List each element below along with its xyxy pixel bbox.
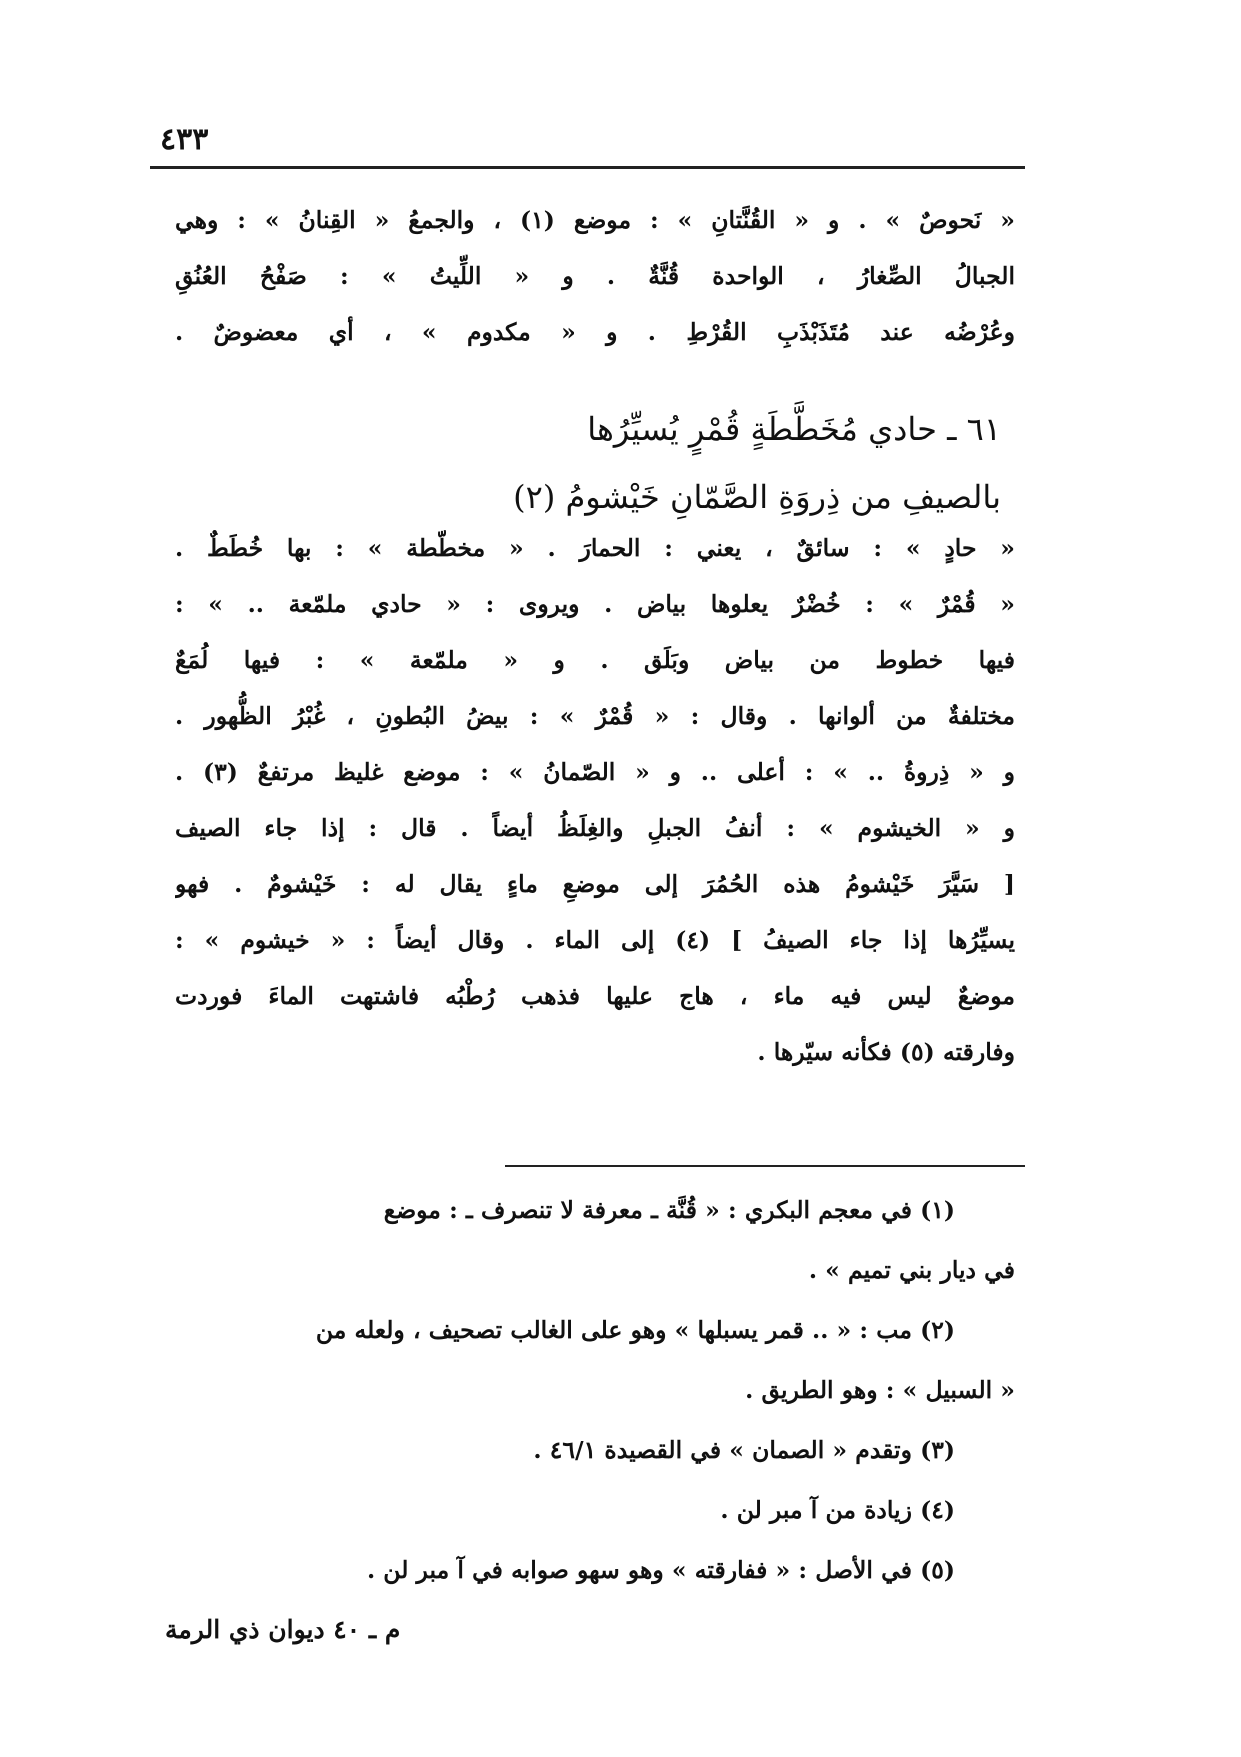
text-line: موضعٌ ليس فيه ماء ، هاج عليها فذهب رُطْبُه فاشتهت الماءَ فوردت bbox=[175, 982, 1015, 1010]
text-line: و « الخيشوم » : أنفُ الجبلِ والغِلَظُ أيضاً . قال : إذا جاء الصيف bbox=[175, 814, 1015, 842]
footnote-1: (١) في معجم البكري : « قُنَّة ـ معرفة لا تنصرف ـ : موضع bbox=[383, 1196, 955, 1224]
text-line: وفارقته (٥) فكأنه سيّرها . bbox=[757, 1038, 1015, 1066]
text-line: « نَحوصٌ » . و « القُنَّتانِ » : موضع (١) ، والجمعُ « القِنانُ » : وهي bbox=[175, 206, 1015, 234]
footnote-3: (٣) وتقدم « الصمان » في القصيدة ٤٦/١ . bbox=[533, 1436, 955, 1464]
footnote-1-cont: في ديار بني تميم » . bbox=[808, 1256, 1015, 1284]
footnote-2-cont: « السبيل » : وهو الطريق . bbox=[745, 1376, 1015, 1404]
footnote-5: (٥) في الأصل : « ففارقته » وهو سهو صوابه في آ مبر لن . bbox=[366, 1556, 955, 1584]
footnote-rule bbox=[505, 1165, 1025, 1167]
signature-mark: م ـ ٤٠ ديوان ذي الرمة bbox=[165, 1615, 401, 1644]
footnote-4: (٤) زيادة من آ مبر لن . bbox=[720, 1496, 955, 1524]
commentary-top bbox=[175, 192, 1015, 360]
footnote-2: (٢) مب : « .. قمر يسبلها » وهو على الغالب تصحيف ، ولعله من bbox=[315, 1316, 955, 1344]
text-line: و « ذِروةُ .. » : أعلى .. و « الصّمانُ » : موضع غليظ مرتفعٌ (٣) . bbox=[175, 758, 1015, 786]
text-line: [ سَيَّرَ خَيْشومُ هذه الحُمُرَ إلى موضعِ ماءٍ يقال له : خَيْشومٌ . فهو bbox=[175, 870, 1015, 898]
verse-first-hemistich: ٦١ ـ حادي مُخَطَّطَةٍ قُمْرٍ يُسيِّرُها bbox=[587, 410, 1001, 448]
text-line: « حادٍ » : سائقٌ ، يعني : الحمارَ . « مخطّطة » : بها خُطَطٌ . bbox=[175, 534, 1015, 562]
verse-second-hemistich: بالصيفِ من ذِروَةِ الصَّمّانِ خَيْشومُ (٢) bbox=[513, 478, 1001, 516]
text-line: « قُمْرٌ » : خُضْرٌ يعلوها بياض . ويروى : « حادي ملمّعة .. » : bbox=[175, 590, 1015, 618]
footnotes bbox=[175, 1180, 1015, 1600]
text-line: الجبالُ الصِّغارُ ، الواحدة قُنَّةٌ . و « اللِّيتُ » : صَفْحُ العُنُقِ bbox=[175, 262, 1015, 290]
text-line: يسيِّرُها إذا جاء الصيفُ ] (٤) إلى الماء . وقال أيضاً : « خيشوم » : bbox=[175, 926, 1015, 954]
text-line: وعُرْضُه عند مُتَذَبْذَبِ القُرْطِ . و « مكدوم » ، أي معضوضٌ . bbox=[175, 318, 1015, 346]
text-line: مختلفةٌ من ألوانها . وقال : « قُمْرٌ » : بيضُ البُطونِ ، غُبْرُ الظُّهور . bbox=[175, 702, 1015, 730]
text-line: فيها خطوط من بياض وبَلَق . و « ملمّعة » : فيها لُمَعٌ bbox=[175, 646, 1015, 674]
page-number: ٤٣٣ bbox=[160, 122, 209, 157]
commentary-main bbox=[175, 520, 1015, 1080]
header-rule bbox=[150, 166, 1025, 169]
